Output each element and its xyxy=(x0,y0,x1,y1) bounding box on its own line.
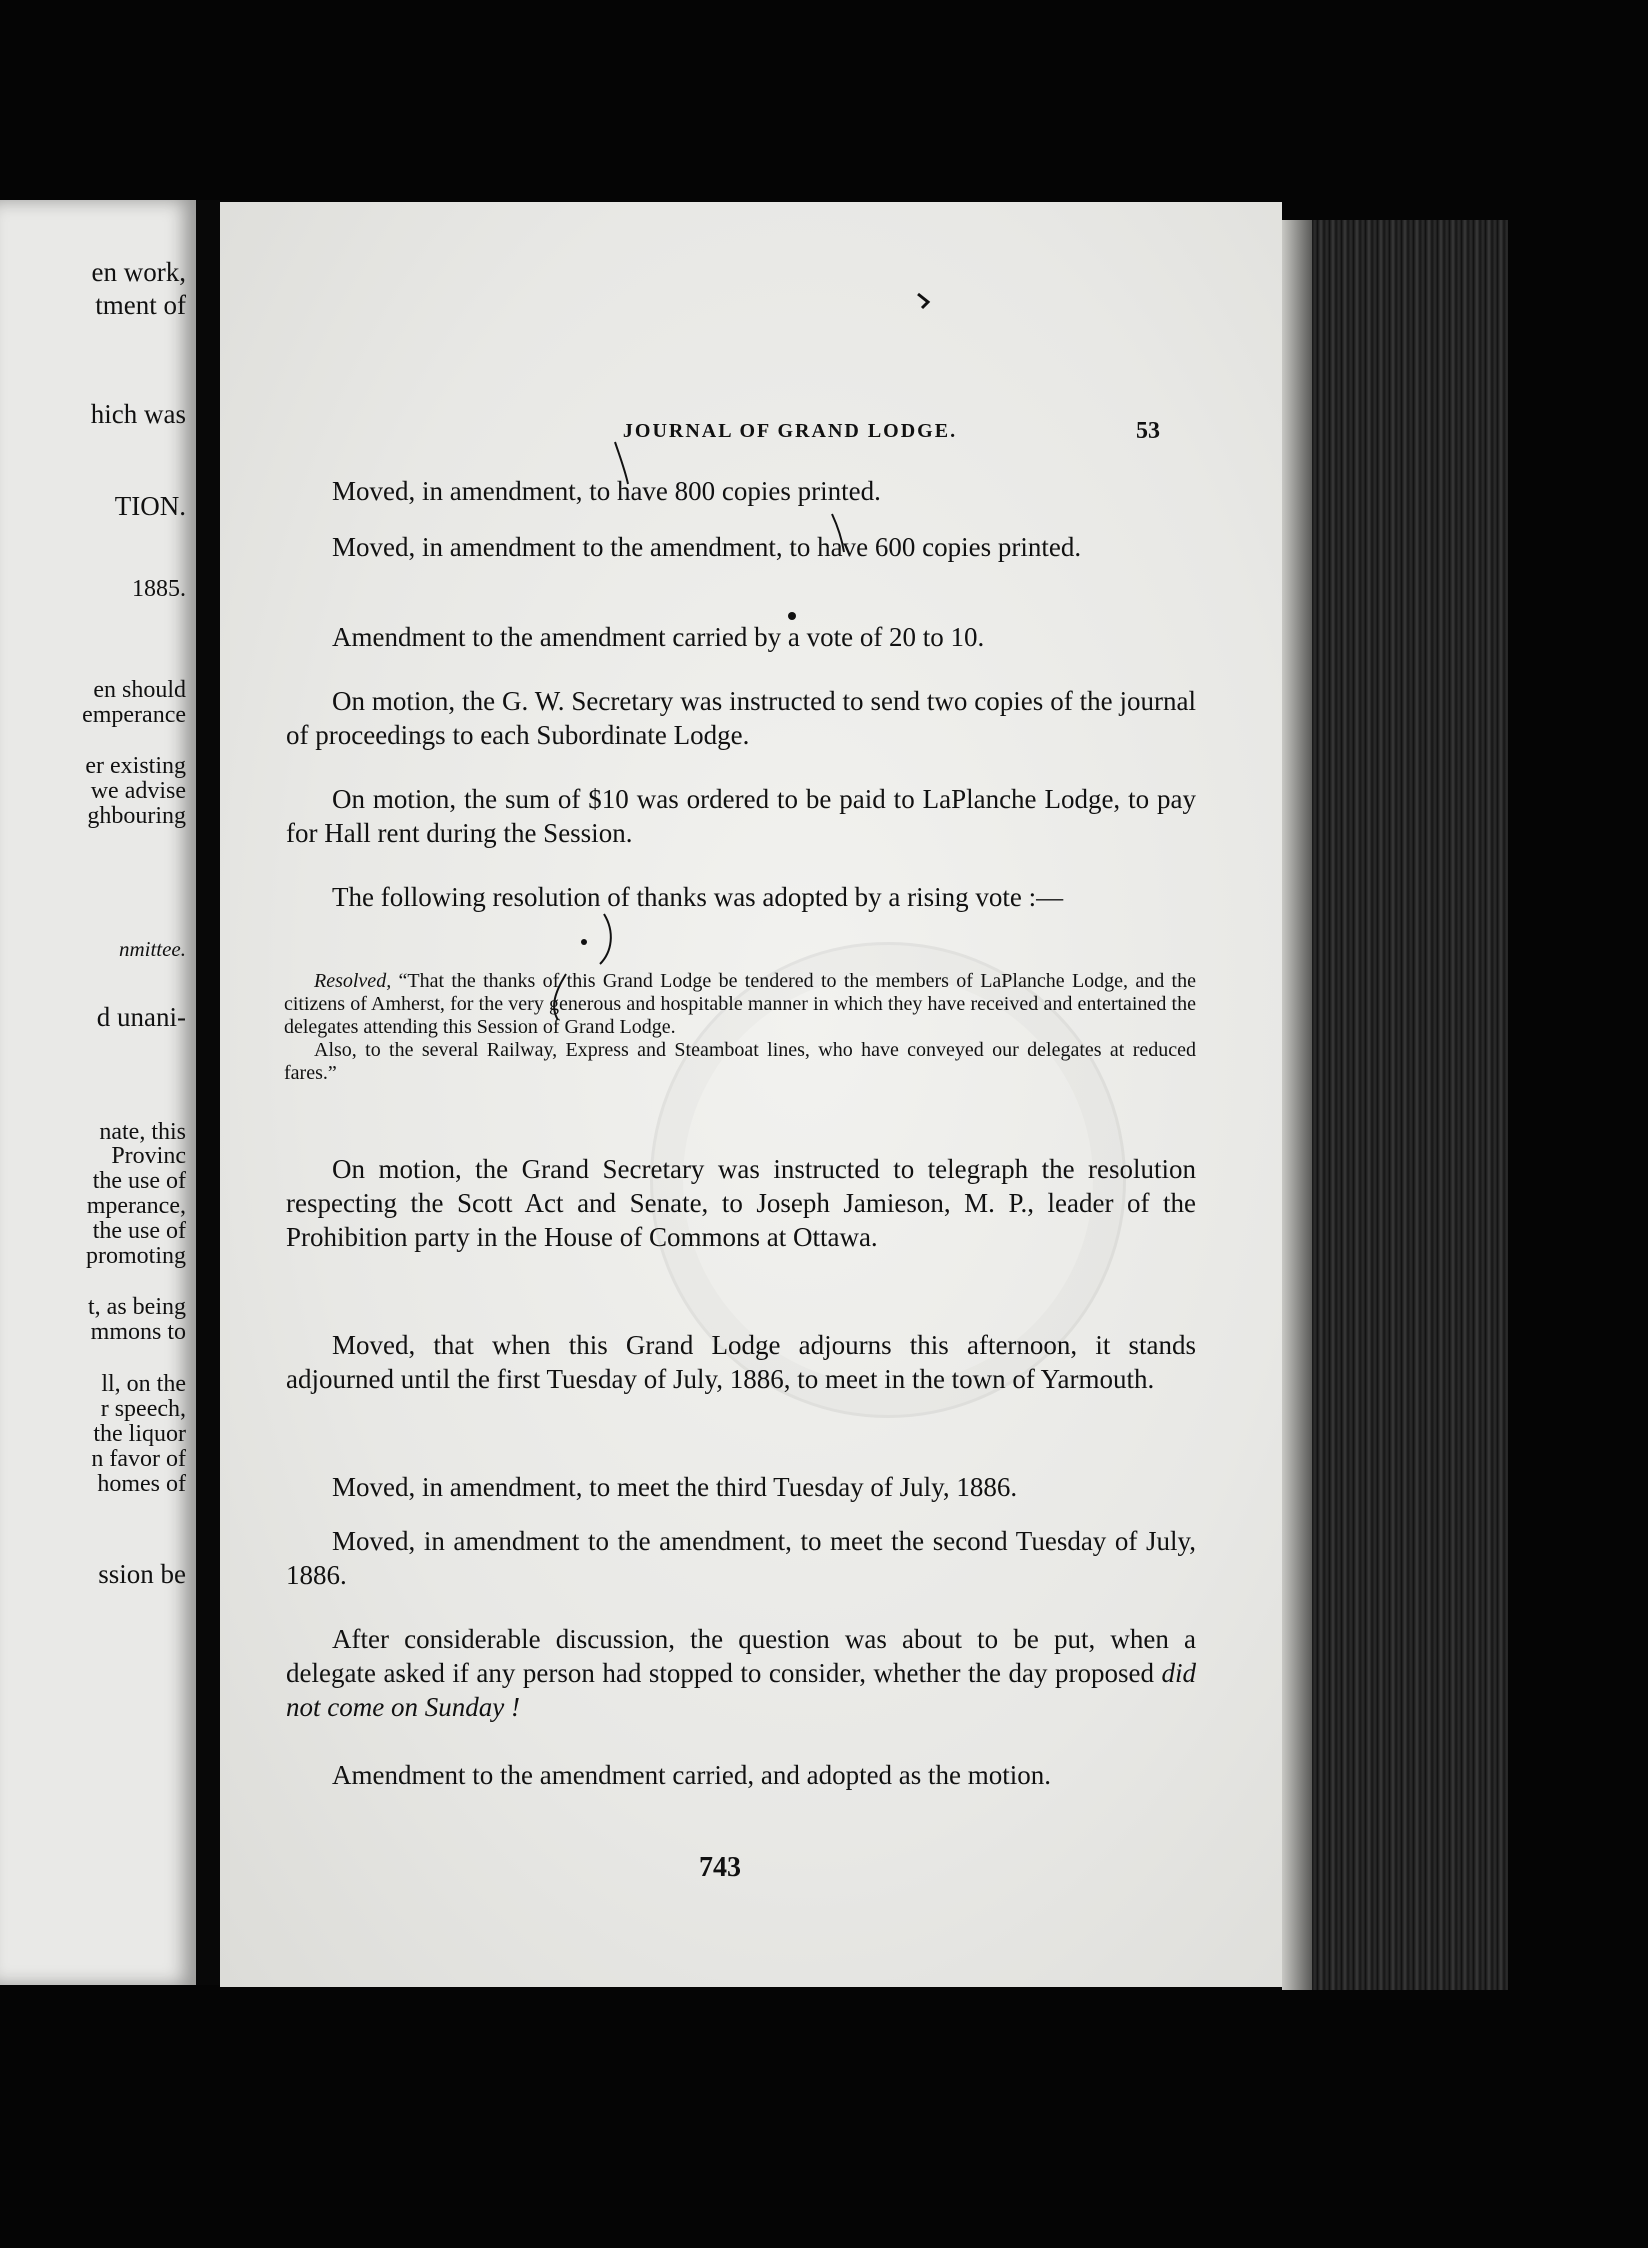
left-page-line: t, as being xyxy=(88,1294,186,1320)
paragraph-7: On motion, the Grand Secretary was instructed to telegraph the resolution respecting the Scott Act and Senate, to Joseph Jamieson, M. P., leader of the Prohibition party in the House of Commons at Ottawa. xyxy=(286,1154,1196,1252)
paragraph-8: Moved, that when this Grand Lodge adjourns this afternoon, it stands adjourned until the first Tuesday of July, 1886, to meet in the town of Yarmouth. xyxy=(286,1330,1196,1394)
paragraph-9: Moved, in amendment, to meet the third Tuesday of July, 1886. xyxy=(332,1472,1018,1502)
paragraph-10: Moved, in amendment to the amendment, to meet the second Tuesday of July, 1886. xyxy=(286,1526,1196,1590)
paragraph-11: After considerable discussion, the question was about to be put, when a delegate asked if any person had stopped to consider, whether the day proposed did not come on Sunday ! xyxy=(286,1624,1196,1722)
paragraph-1: Moved, in amendment, to have 800 copies printed. xyxy=(332,476,881,506)
left-page-line: homes of xyxy=(97,1471,186,1497)
left-page-line: nmittee. xyxy=(118,937,186,961)
left-page-line: we advise xyxy=(90,778,186,804)
italic-phrase: did not come on Sunday ! xyxy=(286,1658,1196,1722)
left-page-line: the use of xyxy=(92,1168,186,1194)
left-page-line: mmons to xyxy=(90,1319,186,1345)
page-edges xyxy=(1282,220,1508,1990)
left-page-line: en work, xyxy=(91,257,186,287)
paragraph-3: Amendment to the amendment carried by a vote of 20 to 10. xyxy=(332,622,985,652)
left-page-line: n favor of xyxy=(91,1446,186,1472)
resolved-label: Resolved, xyxy=(314,970,392,992)
paragraph-2: Moved, in amendment to the amendment, to have 600 copies printed. xyxy=(332,532,1082,562)
left-page-line: ll, on the xyxy=(101,1371,186,1397)
left-page-line: emperance xyxy=(82,702,186,728)
left-page-line: ssion be xyxy=(98,1559,186,1589)
left-page-line: er existing xyxy=(85,753,186,779)
paragraph-4: On motion, the G. W. Secretary was instructed to send two copies of the journal of proceedings to each Subordinate Lodge. xyxy=(286,686,1196,750)
paragraph-6: The following resolution of thanks was adopted by a rising vote :— xyxy=(332,882,1064,912)
paragraph-5: On motion, the sum of $10 was ordered to be paid to LaPlanche Lodge, to pay for Hall rent during the Session. xyxy=(286,784,1196,848)
left-page-line: TION. xyxy=(114,491,186,521)
left-page-line: d unani- xyxy=(96,1002,186,1032)
facing-page-left xyxy=(0,200,196,1985)
left-page-line: the use of xyxy=(92,1218,186,1244)
running-head: JOURNAL OF GRAND LODGE. xyxy=(622,420,958,442)
main-page xyxy=(220,202,1282,1987)
left-page-line: 1885. xyxy=(132,576,186,602)
resolved-body: “That the thanks of this Grand Lodge be tendered to the members of LaPlanche Lodge, and the citizens of Amherst, for the very generous and hospitable manner in which they have received and entertained the delegates attending this Session of Grand Lodge. xyxy=(284,970,1196,1038)
left-page-line: the liquor xyxy=(93,1421,186,1447)
left-page-line: Provinc xyxy=(111,1143,186,1169)
page-edge-shadow xyxy=(1282,220,1312,1990)
left-page-line: mperance, xyxy=(86,1193,186,1219)
page-number: 53 xyxy=(1136,418,1160,444)
left-page-line: en should xyxy=(93,677,186,703)
paragraph-12: Amendment to the amendment carried, and adopted as the motion. xyxy=(332,1760,1052,1790)
book-gutter xyxy=(196,200,220,1985)
left-page-line: hich was xyxy=(90,399,186,429)
left-page-line: tment of xyxy=(95,290,186,320)
left-page-line: ghbouring xyxy=(87,803,186,829)
folio-number: 743 xyxy=(699,1852,741,1883)
left-page-line: promoting xyxy=(86,1243,186,1269)
ink-marks xyxy=(220,202,1282,1987)
resolution-also: Also, to the several Railway, Express and Steamboat lines, who have conveyed our delegates at reduced fares.” xyxy=(284,1039,1196,1084)
left-page-line: nate, this xyxy=(99,1119,186,1145)
left-page-line: r speech, xyxy=(100,1396,186,1422)
